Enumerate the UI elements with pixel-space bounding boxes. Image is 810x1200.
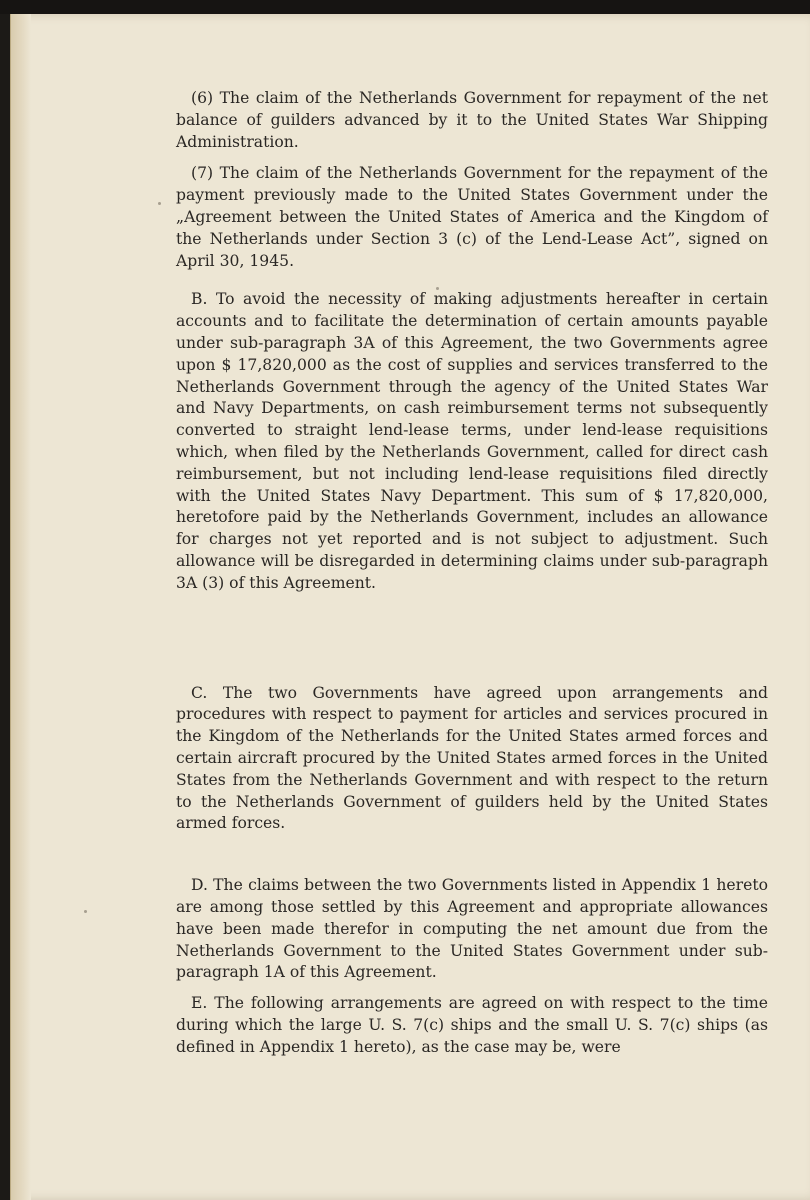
paragraph-7: (7) The claim of the Netherlands Government for the repayment of the payment previously made to the United States Government under the „Agreement between the United States of America and the Kingdom of the Netherlands under Section 3 (c) of the Lend-Lease Act”, signed on April 30, 1945. <box>176 164 768 270</box>
paragraph-d: D. The claims between the two Governments listed in Appendix 1 hereto are among those settled by this Agreement and appropriate allowances have been made therefor in computing the net amount due from the Netherlands Government to the United States Government under sub-paragraph 1A of this Agreement. <box>176 876 768 982</box>
page-binding-edge <box>10 14 31 1200</box>
document-body <box>176 88 768 1058</box>
scan-speck <box>158 202 161 205</box>
paragraph-c: C. The two Governments have agreed upon arrangements and procedures with respect to payment for articles and services procured in the Kingdom of the Netherlands for the United States armed forces and certain aircraft procured by the United States armed forces in the United States from the Netherlands Government and with respect to the return to the Netherlands Government of guilders held by the United States armed forces. <box>176 683 768 833</box>
scan-speck <box>436 287 439 290</box>
paragraph-e: E. The following arrangements are agreed on with respect to the time during which the large U. S. 7(c) ships and the small U. S. 7(c) ships (as defined in Appendix 1 hereto), as the case may be, were <box>176 994 768 1056</box>
scan-border-top <box>0 0 810 14</box>
paragraph-6: (6) The claim of the Netherlands Government for repayment of the net balance of guilders advanced by it to the United States War Shipping Administration. <box>176 89 768 151</box>
paragraph-b: B. To avoid the necessity of making adjustments hereafter in certain accounts and to facilitate the determination of certain amounts payable under sub-paragraph 3A of this Agreement, the two Governments agree upon $ 17,820,000 as the cost of supplies and services transferred to the Netherlands Government through the agency of the United States War and Navy Departments, on cash reimbursement terms not subsequently converted to straight lend-lease terms, under lend-lease requisitions which, when filed by the Netherlands Government, called for direct cash reimbursement, but not including lend-lease requisitions filed directly with the United States Navy Department. This sum of $ 17,820,000, heretofore paid by the Netherlands Government, includes an allowance for charges not yet reported and is not subject to adjustment. Such allowance will be disregarded in determining claims under sub-paragraph 3A (3) of this Agreement. <box>176 290 768 592</box>
scan-speck <box>84 910 87 913</box>
